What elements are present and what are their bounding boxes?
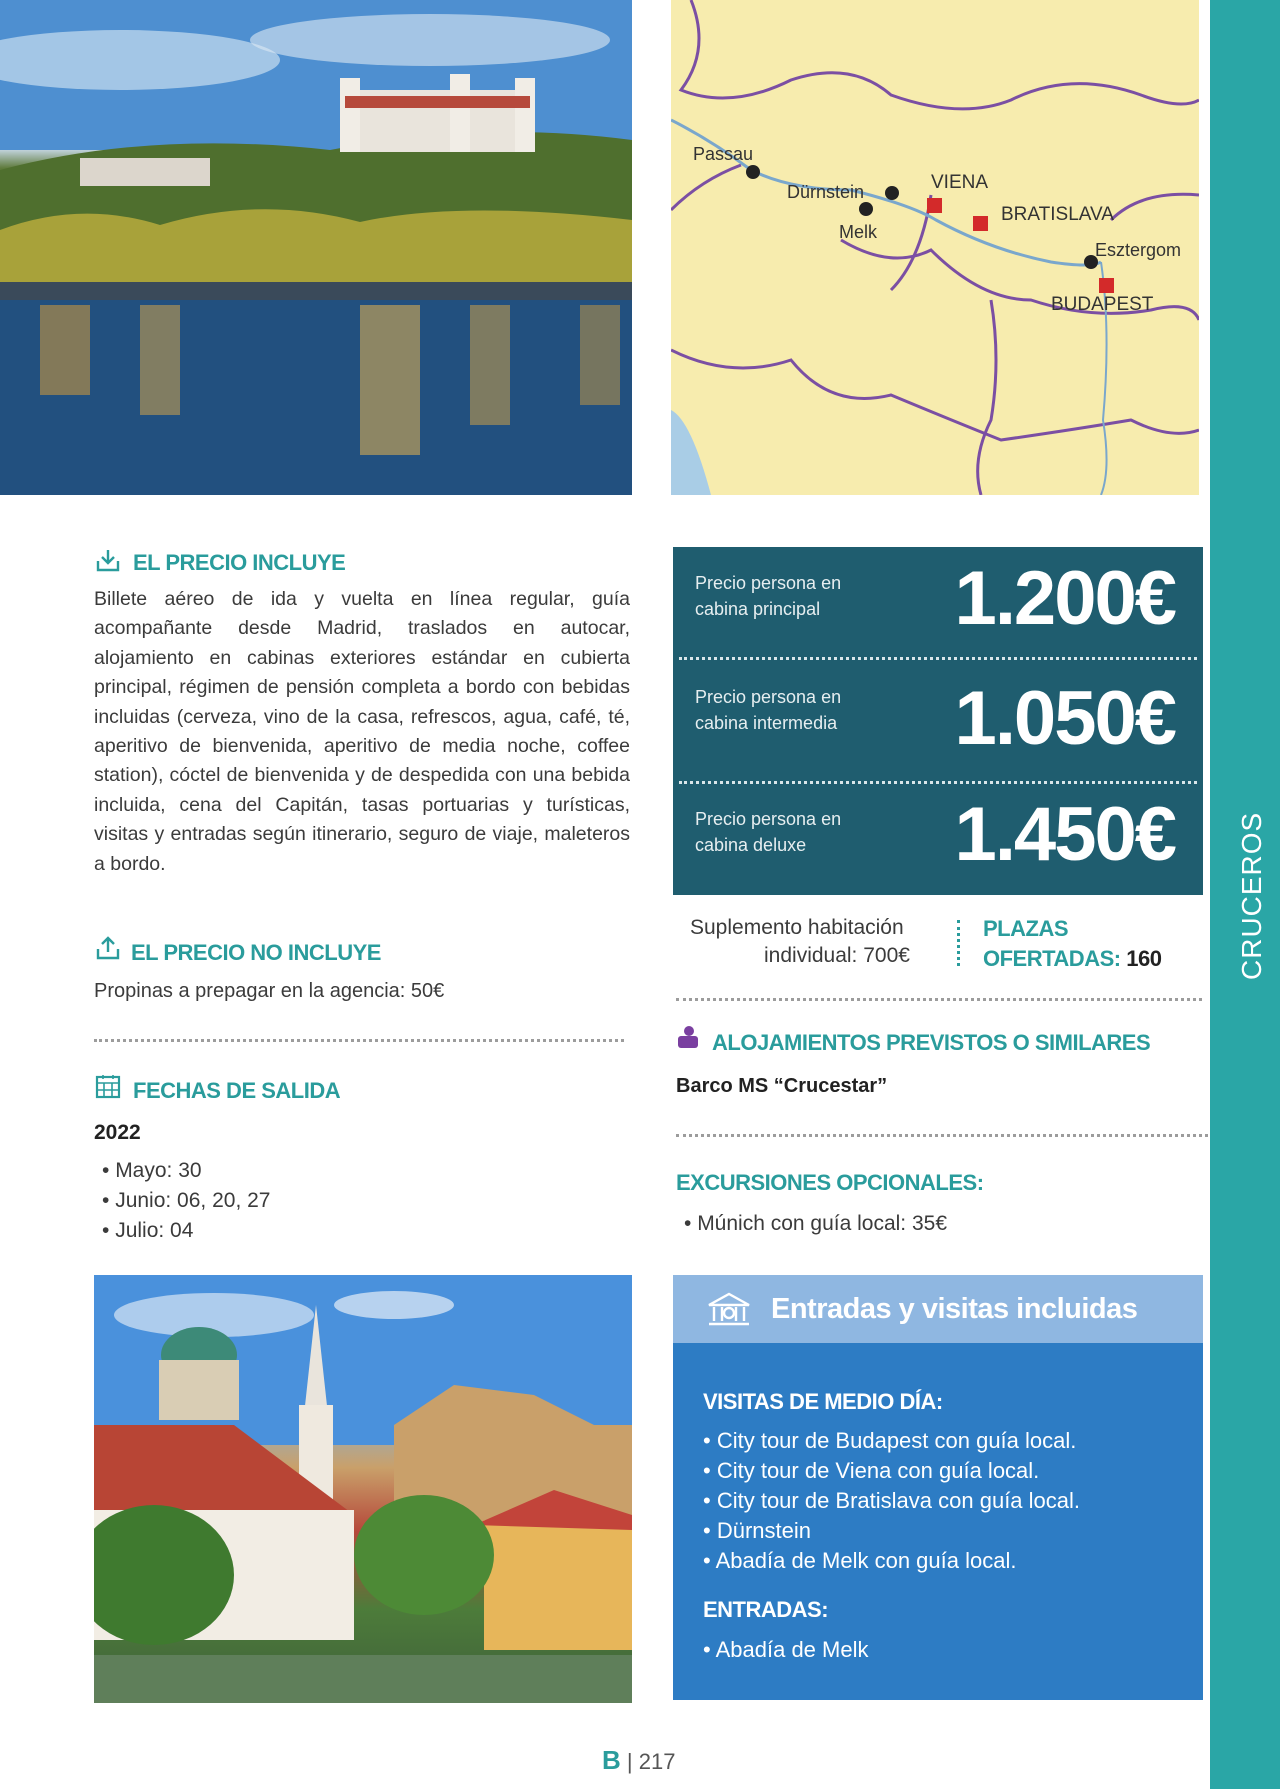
price-row-principal [673, 547, 1203, 659]
photo-bratislava-castle [0, 0, 632, 495]
brand-logo: B [602, 1745, 621, 1775]
precio-incluye-text: Billete aéreo de ida y vuelta en línea regular, guía acompañante desde Madrid, traslados en autocar, alojamiento en cabinas exteriores estándar en cubierta principal, régimen de pensión completa a bordo con bebidas incluidas (cerveza, vino de la casa, refrescos, agua, café, té, aperitivo de bienvenida, aperitivo de media noche, coffee station), cóctel de bienvenida y de despedida con una bebida incluida, cena del Capitán, tasas portuarias y turísticas, visitas y entradas según itinerario, seguro de viaje, maleteros a bordo. [94, 588, 630, 875]
excursiones-list [684, 1209, 947, 1239]
alojamientos-text: Barco MS “Crucestar” [676, 1075, 888, 1097]
fecha-item: • Junio: 06, 20, 27 [102, 1186, 270, 1216]
calendar-icon [95, 1073, 121, 1099]
precio-incluye-heading: EL PRECIO INCLUYE [133, 550, 346, 575]
suplemento-line1: Suplemento habitación [690, 916, 904, 939]
plazas-line1: PLAZAS [983, 916, 1068, 941]
price-label: Precio persona en cabina deluxe [695, 809, 842, 855]
esztergom-illustration [94, 1275, 632, 1703]
excursiones-heading: EXCURSIONES OPCIONALES: [676, 1170, 984, 1195]
page-number: B | 217 [602, 1745, 676, 1775]
bed-icon [674, 1024, 700, 1050]
map-label-esztergom: Esztergom [1095, 240, 1182, 260]
route-map [671, 0, 1199, 495]
divider [676, 1134, 1208, 1137]
fecha-item: • Julio: 04 [102, 1216, 270, 1246]
price-value: 1.050€ [954, 676, 1175, 761]
suplemento-divider [957, 920, 960, 966]
map-label-budapest: BUDAPEST [1051, 294, 1154, 315]
plazas-label: OFERTADAS: [983, 946, 1121, 971]
page-number-value: 217 [638, 1749, 676, 1774]
visita-item: • Abadía de Melk con guía local. [703, 1546, 1080, 1576]
entradas-heading: ENTRADAS: [703, 1597, 829, 1622]
entradas-list [703, 1635, 868, 1665]
fechas-year: 2022 [94, 1121, 141, 1144]
visits-title: Entradas y visitas incluidas [771, 1293, 1138, 1325]
excursion-item: • Múnich con guía local: 35€ [684, 1209, 947, 1239]
plazas-line2 [983, 946, 1161, 972]
price-box [673, 547, 1203, 895]
fechas-list [102, 1156, 270, 1246]
download-icon [95, 547, 121, 573]
visita-item: • Dürnstein [703, 1516, 1080, 1546]
visitas-medio-dia-heading: VISITAS DE MEDIO DÍA: [703, 1389, 943, 1414]
map-label-bratislava: BRATISLAVA [1001, 204, 1114, 225]
alojamientos-heading: ALOJAMIENTOS PREVISTOS O SIMILARES [712, 1030, 1151, 1055]
section-tab-label: CRUCEROS [1236, 811, 1267, 980]
map-label-passau: Passau [693, 144, 754, 164]
photo-esztergom [94, 1275, 632, 1703]
price-value: 1.200€ [954, 556, 1175, 641]
visits-box [673, 1275, 1203, 1700]
map-label-viena: VIENA [931, 172, 989, 193]
visita-item: • City tour de Budapest con guía local. [703, 1426, 1080, 1456]
price-label: Precio persona en cabina intermedia [695, 687, 842, 733]
visitas-medio-dia-list [703, 1426, 1080, 1576]
price-label: Precio persona en cabina principal [695, 573, 842, 619]
price-row-intermedia [673, 659, 1203, 783]
suplemento-line2: individual: 700€ [764, 944, 910, 967]
plazas-count: 160 [1126, 946, 1162, 971]
map-label-durnstein: Dürnstein [787, 182, 865, 202]
fecha-item: • Mayo: 30 [102, 1156, 270, 1186]
visits-header [673, 1275, 1203, 1343]
entrada-item: • Abadía de Melk [703, 1635, 868, 1665]
fechas-heading: FECHAS DE SALIDA [133, 1078, 341, 1103]
visita-item: • City tour de Viena con guía local. [703, 1456, 1080, 1486]
visita-item: • City tour de Bratislava con guía local. [703, 1486, 1080, 1516]
price-row-deluxe [673, 783, 1203, 895]
divider [676, 998, 1202, 1001]
price-value: 1.450€ [954, 792, 1175, 877]
precio-no-incluye-text: Propinas a prepagar en la agencia: 50€ [94, 980, 445, 1002]
upload-icon [95, 935, 121, 961]
museum-icon [705, 1291, 753, 1327]
castle-illustration [0, 0, 632, 495]
map-label-melk: Melk [839, 222, 878, 242]
divider [94, 1039, 624, 1042]
precio-no-incluye-heading: EL PRECIO NO INCLUYE [131, 940, 381, 965]
